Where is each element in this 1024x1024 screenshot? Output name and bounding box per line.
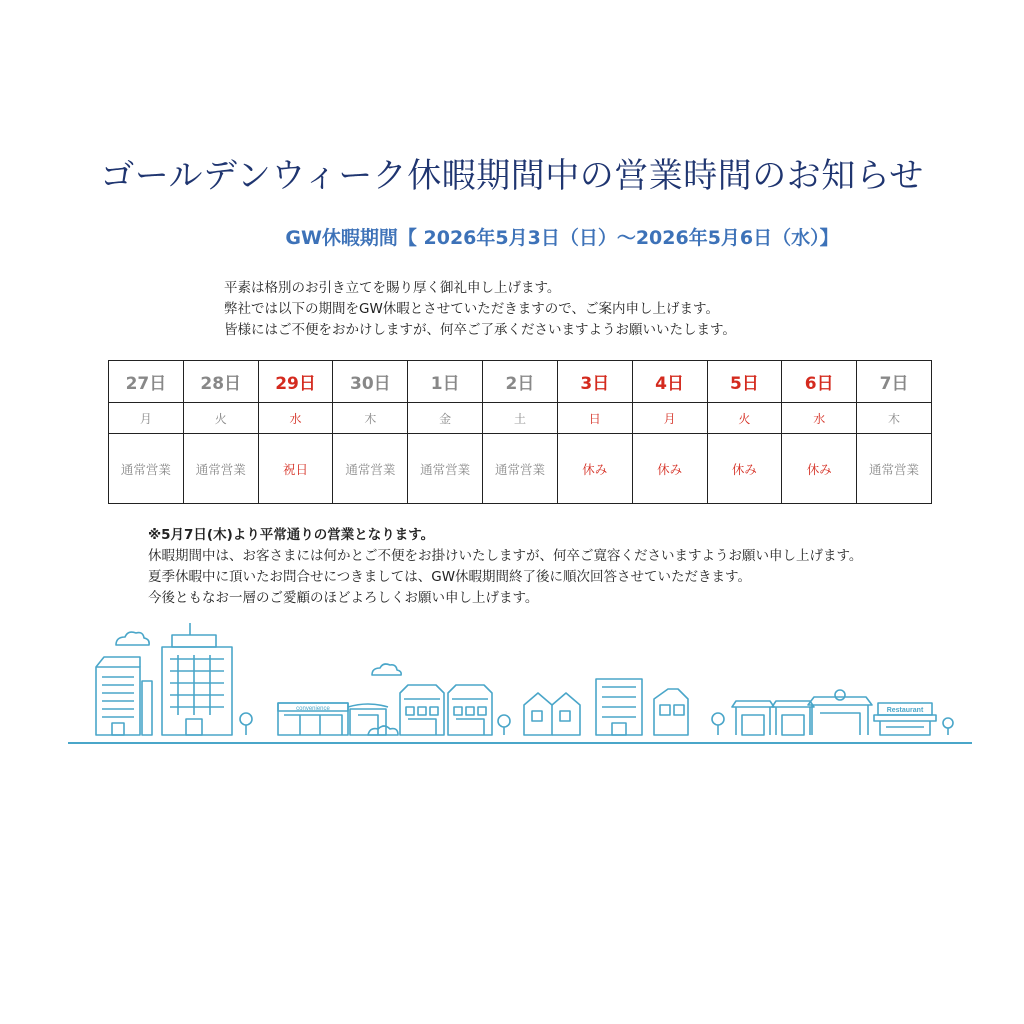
townhouse-icon	[400, 685, 444, 735]
date-cell: 5日	[707, 361, 782, 403]
weekday-cell: 月	[109, 403, 184, 434]
tree-icon	[712, 713, 724, 735]
date-cell: 1日	[408, 361, 483, 403]
office-building-icon	[96, 657, 152, 735]
weekday-cell: 木	[333, 403, 408, 434]
intro-line: 平素は格別のお引き立てを賜り厚く御礼申し上げます。	[224, 280, 561, 296]
status-cell: 通常営業	[333, 434, 408, 504]
intro-text	[224, 278, 736, 341]
date-cell: 2日	[483, 361, 558, 403]
gas-station-icon	[808, 690, 872, 735]
status-cell: 祝日	[258, 434, 333, 504]
townhouse-icon	[448, 685, 492, 735]
shop-icon	[772, 701, 814, 735]
status-cell: 休み	[707, 434, 782, 504]
schedule-weekday-row	[109, 403, 932, 434]
weekday-cell: 月	[632, 403, 707, 434]
status-cell: 通常営業	[857, 434, 932, 504]
date-cell: 3日	[557, 361, 632, 403]
house-icon	[654, 689, 688, 735]
cloud-icon	[372, 664, 401, 675]
tree-icon	[240, 713, 252, 735]
status-cell: 休み	[557, 434, 632, 504]
schedule-status-row	[109, 434, 932, 504]
note-line-emphasis: ※5月7日(木)より平常通りの営業となります。	[148, 527, 435, 543]
shop-icon	[348, 704, 388, 735]
note-line: 夏季休暇中に頂いたお問合せにつきましては、GW休暇期間終了後に順次回答させていただきます。	[148, 569, 751, 585]
weekday-cell: 水	[258, 403, 333, 434]
weekday-cell: 火	[707, 403, 782, 434]
date-cell: 6日	[782, 361, 857, 403]
note-line: 今後ともなお一層のご愛顧のほどよろしくお願い申し上げます。	[148, 590, 539, 606]
status-cell: 通常営業	[483, 434, 558, 504]
tree-icon	[943, 718, 953, 735]
convenience-sign-text: convenience	[296, 706, 330, 712]
date-cell: 7日	[857, 361, 932, 403]
weekday-cell: 水	[782, 403, 857, 434]
intro-line: 皆様にはご不便をおかけしますが、何卒ご了承くださいますようお願いいたします。	[224, 322, 736, 338]
schedule-table	[108, 360, 932, 504]
weekday-cell: 土	[483, 403, 558, 434]
shop-icon	[732, 701, 774, 735]
notes-text	[148, 525, 862, 609]
bush-icon	[368, 726, 398, 735]
cityscape-illustration	[68, 615, 974, 750]
note-line: 休暇期間中は、お客さまには何かとご不便をお掛けいたしますが、何卒ご寛容くださいますようお願い申し上げます。	[148, 548, 863, 564]
status-cell: 通常営業	[408, 434, 483, 504]
status-cell: 通常営業	[109, 434, 184, 504]
weekday-cell: 木	[857, 403, 932, 434]
page-title: ゴールデンウィーク休暇期間中の営業時間のお知らせ	[100, 156, 924, 196]
tree-icon	[498, 715, 510, 735]
house-icon	[524, 693, 580, 735]
holiday-period-heading: GW休暇期間【 2026年5月3日（日）～2026年5月6日（水）】	[285, 227, 839, 249]
weekday-cell: 日	[557, 403, 632, 434]
weekday-cell: 火	[183, 403, 258, 434]
date-cell: 30日	[333, 361, 408, 403]
status-cell: 休み	[632, 434, 707, 504]
schedule-date-row	[109, 361, 932, 403]
weekday-cell: 金	[408, 403, 483, 434]
status-cell: 休み	[782, 434, 857, 504]
cloud-icon	[116, 632, 149, 645]
status-cell: 通常営業	[183, 434, 258, 504]
date-cell: 28日	[183, 361, 258, 403]
apartment-building-icon	[596, 679, 642, 735]
restaurant-sign-text: Restaurant	[886, 707, 924, 714]
tower-building-icon	[162, 623, 232, 735]
date-cell: 29日	[258, 361, 333, 403]
date-cell: 4日	[632, 361, 707, 403]
intro-line: 弊社では以下の期間をGW休暇とさせていただきますので、ご案内申し上げます。	[224, 301, 719, 317]
date-cell: 27日	[109, 361, 184, 403]
